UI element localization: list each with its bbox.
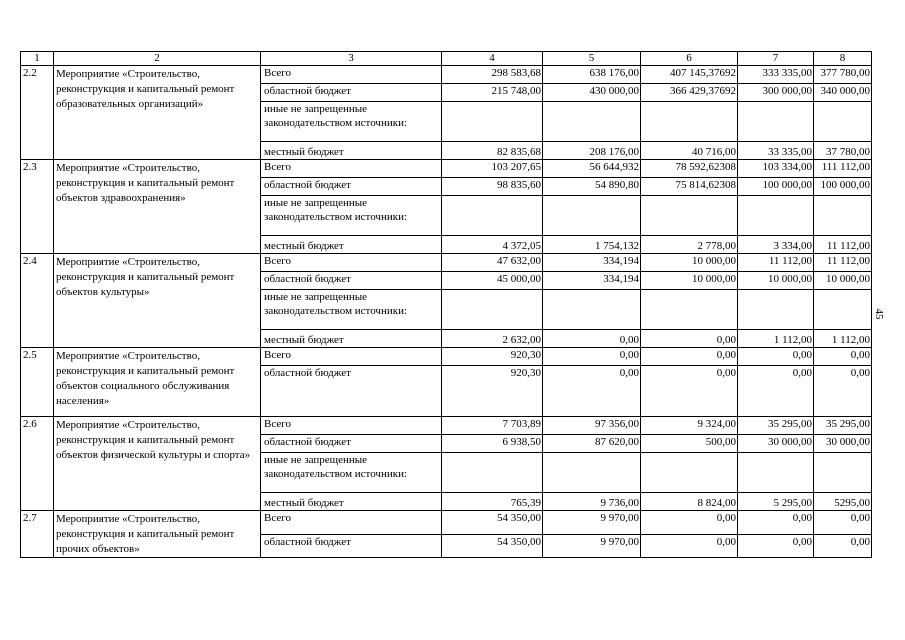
- column-number-2: 2: [54, 52, 261, 66]
- amount-cell: 75 814,62308: [641, 178, 738, 196]
- amount-cell: [738, 453, 814, 493]
- amount-cell: 366 429,37692: [641, 84, 738, 102]
- funding-source: Всего: [261, 254, 442, 272]
- amount-cell: 920,30: [442, 348, 543, 366]
- amount-cell: 638 176,00: [543, 66, 641, 84]
- amount-cell: 103 207,65: [442, 160, 543, 178]
- amount-cell: 298 583,68: [442, 66, 543, 84]
- amount-cell: [543, 453, 641, 493]
- funding-source: областной бюджет: [261, 84, 442, 102]
- measure-name: Мероприятие «Строительство, реконструкция и капитальный ремонт объектов социального обслуживания населения»: [54, 348, 261, 417]
- table-row: [21, 66, 872, 84]
- amount-cell: 82 835,68: [442, 142, 543, 160]
- measure-code: 2.6: [21, 417, 54, 511]
- measure-code: 2.3: [21, 160, 54, 254]
- funding-source: Всего: [261, 160, 442, 178]
- funding-source: Всего: [261, 66, 442, 84]
- amount-cell: 56 644,932: [543, 160, 641, 178]
- amount-cell: [442, 453, 543, 493]
- column-number-5: 5: [543, 52, 641, 66]
- measure-code: 2.5: [21, 348, 54, 417]
- amount-cell: 9 324,00: [641, 417, 738, 435]
- amount-cell: 37 780,00: [814, 142, 872, 160]
- amount-cell: [442, 290, 543, 330]
- funding-source: Всего: [261, 417, 442, 435]
- amount-cell: 30 000,00: [814, 435, 872, 453]
- amount-cell: 40 716,00: [641, 142, 738, 160]
- amount-cell: 111 112,00: [814, 160, 872, 178]
- measure-name: Мероприятие «Строительство, реконструкция и капитальный ремонт объектов культуры»: [54, 254, 261, 348]
- measure-code: 2.4: [21, 254, 54, 348]
- table-row: [21, 160, 872, 178]
- amount-cell: [442, 102, 543, 142]
- amount-cell: 0,00: [543, 330, 641, 348]
- amount-cell: 7 703,89: [442, 417, 543, 435]
- amount-cell: 87 620,00: [543, 435, 641, 453]
- amount-cell: 340 000,00: [814, 84, 872, 102]
- column-number-6: 6: [641, 52, 738, 66]
- amount-cell: 334,194: [543, 254, 641, 272]
- amount-cell: [641, 102, 738, 142]
- amount-cell: 30 000,00: [738, 435, 814, 453]
- funding-source: областной бюджет: [261, 178, 442, 196]
- table-body: [21, 66, 872, 558]
- amount-cell: 10 000,00: [814, 272, 872, 290]
- column-number-8: 8: [814, 52, 872, 66]
- amount-cell: 0,00: [814, 348, 872, 366]
- column-number-row: [21, 52, 872, 66]
- column-number-1: 1: [21, 52, 54, 66]
- amount-cell: 9 970,00: [543, 511, 641, 535]
- amount-cell: 0,00: [641, 534, 738, 558]
- measure-code: 2.7: [21, 511, 54, 558]
- funding-source: Всего: [261, 348, 442, 366]
- amount-cell: 97 356,00: [543, 417, 641, 435]
- amount-cell: 47 632,00: [442, 254, 543, 272]
- amount-cell: 0,00: [738, 511, 814, 535]
- amount-cell: 33 335,00: [738, 142, 814, 160]
- amount-cell: 103 334,00: [738, 160, 814, 178]
- budget-table: [20, 51, 872, 558]
- amount-cell: 54 890,80: [543, 178, 641, 196]
- amount-cell: 54 350,00: [442, 534, 543, 558]
- funding-source: иные не запрещенные законодательством источники:: [261, 196, 442, 236]
- table-row: [21, 254, 872, 272]
- measure-name: Мероприятие «Строительство, реконструкция и капитальный ремонт объектов здравоохранения»: [54, 160, 261, 254]
- table-row: [21, 417, 872, 435]
- amount-cell: 8 824,00: [641, 493, 738, 511]
- amount-cell: 35 295,00: [738, 417, 814, 435]
- amount-cell: 6 938,50: [442, 435, 543, 453]
- measure-code: 2.2: [21, 66, 54, 160]
- amount-cell: 10 000,00: [738, 272, 814, 290]
- amount-cell: 0,00: [814, 511, 872, 535]
- amount-cell: 0,00: [641, 348, 738, 366]
- amount-cell: 10 000,00: [641, 254, 738, 272]
- amount-cell: [738, 196, 814, 236]
- funding-source: областной бюджет: [261, 272, 442, 290]
- amount-cell: 0,00: [738, 366, 814, 417]
- amount-cell: [814, 290, 872, 330]
- amount-cell: [641, 453, 738, 493]
- funding-source: областной бюджет: [261, 534, 442, 558]
- amount-cell: 3 334,00: [738, 236, 814, 254]
- amount-cell: 2 632,00: [442, 330, 543, 348]
- amount-cell: 11 112,00: [814, 236, 872, 254]
- amount-cell: [442, 196, 543, 236]
- funding-source: местный бюджет: [261, 493, 442, 511]
- amount-cell: 100 000,00: [814, 178, 872, 196]
- amount-cell: 11 112,00: [738, 254, 814, 272]
- amount-cell: 0,00: [641, 511, 738, 535]
- funding-source: местный бюджет: [261, 236, 442, 254]
- amount-cell: 377 780,00: [814, 66, 872, 84]
- amount-cell: 1 754,132: [543, 236, 641, 254]
- table-row: [21, 511, 872, 535]
- funding-source: местный бюджет: [261, 142, 442, 160]
- measure-name: Мероприятие «Строительство, реконструкция и капитальный ремонт образовательных организаций»: [54, 66, 261, 160]
- amount-cell: [641, 196, 738, 236]
- amount-cell: 215 748,00: [442, 84, 543, 102]
- amount-cell: 0,00: [641, 366, 738, 417]
- amount-cell: 0,00: [738, 534, 814, 558]
- page-number: 45: [873, 308, 885, 320]
- amount-cell: 333 335,00: [738, 66, 814, 84]
- amount-cell: 920,30: [442, 366, 543, 417]
- amount-cell: 100 000,00: [738, 178, 814, 196]
- amount-cell: 0,00: [641, 330, 738, 348]
- table-row: [21, 348, 872, 366]
- amount-cell: 0,00: [543, 366, 641, 417]
- amount-cell: 765,39: [442, 493, 543, 511]
- amount-cell: 208 176,00: [543, 142, 641, 160]
- amount-cell: 2 778,00: [641, 236, 738, 254]
- amount-cell: 1 112,00: [814, 330, 872, 348]
- amount-cell: [543, 290, 641, 330]
- amount-cell: 11 112,00: [814, 254, 872, 272]
- amount-cell: [543, 196, 641, 236]
- amount-cell: [738, 102, 814, 142]
- amount-cell: 500,00: [641, 435, 738, 453]
- funding-source: иные не запрещенные законодательством источники:: [261, 290, 442, 330]
- amount-cell: 54 350,00: [442, 511, 543, 535]
- funding-source: областной бюджет: [261, 366, 442, 417]
- amount-cell: 300 000,00: [738, 84, 814, 102]
- amount-cell: 5 295,00: [738, 493, 814, 511]
- amount-cell: 407 145,37692: [641, 66, 738, 84]
- amount-cell: 0,00: [738, 348, 814, 366]
- amount-cell: [814, 196, 872, 236]
- measure-name: Мероприятие «Строительство, реконструкция и капитальный ремонт прочих объектов»: [54, 511, 261, 558]
- funding-source: местный бюджет: [261, 330, 442, 348]
- amount-cell: 9 970,00: [543, 534, 641, 558]
- amount-cell: 9 736,00: [543, 493, 641, 511]
- amount-cell: 0,00: [814, 534, 872, 558]
- amount-cell: 430 000,00: [543, 84, 641, 102]
- amount-cell: 98 835,60: [442, 178, 543, 196]
- funding-source: иные не запрещенные законодательством источники:: [261, 453, 442, 493]
- column-number-7: 7: [738, 52, 814, 66]
- column-number-4: 4: [442, 52, 543, 66]
- funding-source: областной бюджет: [261, 435, 442, 453]
- amount-cell: 0,00: [543, 348, 641, 366]
- funding-source: Всего: [261, 511, 442, 535]
- amount-cell: [814, 453, 872, 493]
- amount-cell: [543, 102, 641, 142]
- column-number-3: 3: [261, 52, 442, 66]
- amount-cell: 4 372,05: [442, 236, 543, 254]
- amount-cell: 35 295,00: [814, 417, 872, 435]
- amount-cell: [641, 290, 738, 330]
- amount-cell: 0,00: [814, 366, 872, 417]
- amount-cell: [814, 102, 872, 142]
- amount-cell: 334,194: [543, 272, 641, 290]
- amount-cell: 10 000,00: [641, 272, 738, 290]
- measure-name: Мероприятие «Строительство, реконструкция и капитальный ремонт объектов физической культуры и спорта»: [54, 417, 261, 511]
- funding-source: иные не запрещенные законодательством источники:: [261, 102, 442, 142]
- amount-cell: 5295,00: [814, 493, 872, 511]
- amount-cell: 1 112,00: [738, 330, 814, 348]
- amount-cell: [738, 290, 814, 330]
- amount-cell: 78 592,62308: [641, 160, 738, 178]
- amount-cell: 45 000,00: [442, 272, 543, 290]
